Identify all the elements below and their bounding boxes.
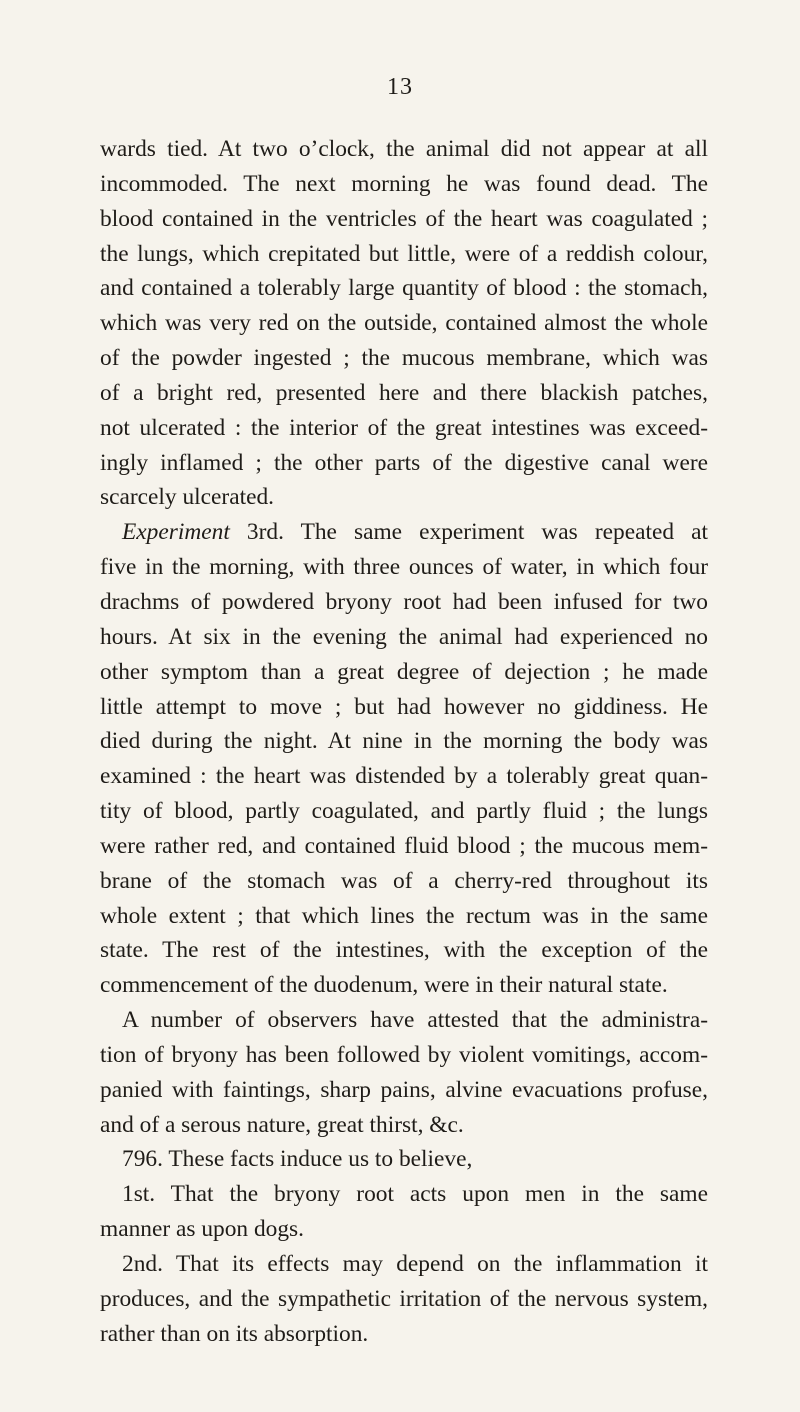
- text-line: A number of observers have attested that the administra-: [122, 1007, 708, 1034]
- experiment-line: [100, 515, 708, 550]
- text-line: drachms of powdered bryony root had been infused for two: [100, 588, 708, 615]
- text-line: state. The rest of the intestines, with the exception of the: [100, 937, 708, 964]
- text-line: died during the night. At nine in the morning the body was: [100, 728, 708, 755]
- text-line: examined : the heart was distended by a tolerably great quan-: [100, 763, 708, 790]
- text-line: of the powder ingested ; the mucous membrane, which was: [100, 345, 708, 372]
- text-line: rather than on its absorption.: [100, 1320, 369, 1347]
- page-number: 13: [387, 74, 413, 100]
- text-line: manner as upon dogs.: [100, 1216, 304, 1243]
- text-line: five in the morning, with three ounces of water, in which four: [100, 554, 708, 581]
- text-line: 2nd. That its effects may depend on the inflammation it: [122, 1251, 708, 1277]
- text-line: the lungs, which crepitated but little, were of a reddish colour,: [100, 240, 708, 267]
- text-line: little attempt to move ; but had however no giddiness. He: [100, 693, 708, 720]
- body-text: [100, 132, 708, 1352]
- text-line: commencement of the duodenum, were in their natural state.: [100, 972, 668, 999]
- text-line: and of a serous nature, great thirst, &c.: [100, 1111, 464, 1138]
- text-line: ingly inflamed ; the other parts of the digestive canal were: [100, 449, 708, 476]
- text-line: 1st. That the bryony root acts upon men in the same: [122, 1181, 708, 1208]
- text-line: whole extent ; that which lines the rectum was in the same: [100, 902, 708, 929]
- experiment-text: 3rd. The same experiment was repeated at: [229, 519, 708, 546]
- text-line: not ulcerated : the interior of the great intestines was exceed-: [100, 414, 708, 441]
- text-line: were rather red, and contained fluid blood ; the mucous mem-: [100, 832, 708, 859]
- text-line: produces, and the sympathetic irritation of the nervous system,: [100, 1285, 708, 1312]
- text-line: panied with faintings, sharp pains, alvine evacuations profuse,: [100, 1076, 708, 1103]
- text-line: brane of the stomach was of a cherry-red throughout its: [100, 867, 708, 894]
- text-line: 796. These facts induce us to believe,: [122, 1146, 473, 1173]
- text-line: incommoded. The next morning he was found dead. The: [100, 170, 708, 197]
- text-line: other symptom than a great degree of dejection ; he made: [100, 658, 708, 685]
- text-line: tion of bryony has been followed by violent vomitings, accom-: [100, 1041, 708, 1068]
- text-line: tity of blood, partly coagulated, and partly fluid ; the lungs: [100, 798, 708, 825]
- experiment-heading: Experiment: [122, 519, 230, 546]
- text-line: hours. At six in the evening the animal had experienced no: [100, 623, 708, 650]
- text-line: wards tied. At two o’clock, the animal did not appear at all: [100, 136, 708, 162]
- text-line: which was very red on the outside, contained almost the whole: [100, 310, 708, 337]
- text-line: and contained a tolerably large quantity of blood : the stomach,: [100, 275, 708, 302]
- text-line: blood contained in the ventricles of the heart was coagulated ;: [100, 205, 708, 232]
- text-line: of a bright red, presented here and there blackish patches,: [100, 379, 708, 406]
- text-line: scarcely ulcerated.: [100, 484, 275, 511]
